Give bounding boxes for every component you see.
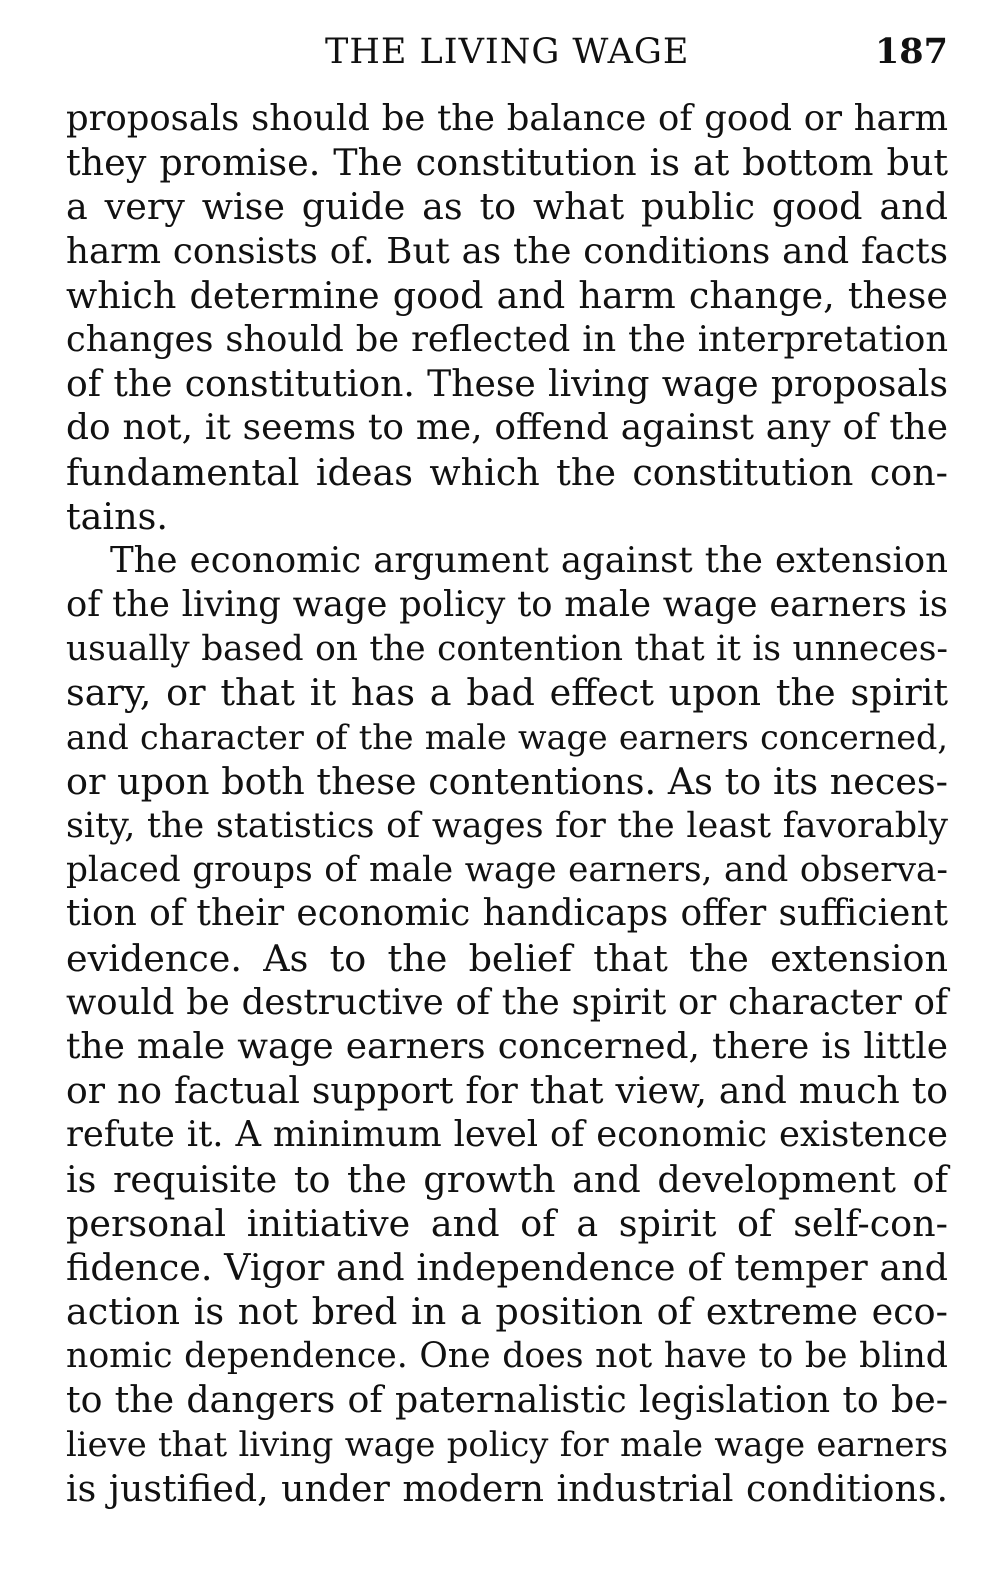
text-line: sity, the statistics of wages for the least favorably xyxy=(66,806,948,846)
text-line: proposals should be the balance of good or harm xyxy=(66,98,948,139)
text-line: nomic dependence. One does not have to be blind xyxy=(66,1336,948,1377)
text-line: would be destructive of the spirit or character of xyxy=(66,981,948,1023)
text-line: fundamental ideas which the constitution con- xyxy=(66,450,948,494)
text-line: tion of their economic handicaps offer sufficient xyxy=(66,893,948,935)
text-line: the male wage earners concerned, there is little xyxy=(66,1025,948,1067)
text-line: or upon both these contentions. As to its neces- xyxy=(66,759,948,803)
text-line: a very wise guide as to what public good and xyxy=(66,185,948,229)
text-line: placed groups of male wage earners, and observa- xyxy=(66,850,948,891)
page-number: 187 xyxy=(874,31,948,72)
text-line: evidence. As to the belief that the extension xyxy=(66,936,948,980)
text-line: of the constitution. These living wage proposals xyxy=(66,362,948,406)
paragraph-1 xyxy=(66,97,948,539)
text-line: is justified, under modern industrial conditions. xyxy=(66,1466,948,1510)
text-line: fidence. Vigor and independence of temper and xyxy=(66,1245,948,1289)
text-line: sary, or that it has a bad effect upon the spirit xyxy=(66,671,948,715)
text-line: do not, it seems to me, offend against any of the xyxy=(66,407,948,449)
text-line: which determine good and harm change, these xyxy=(66,273,948,317)
text-line: tains. xyxy=(66,494,168,538)
text-line: is requisite to the growth and development of xyxy=(66,1157,948,1201)
text-line: to the dangers of paternalistic legislation to be- xyxy=(66,1378,948,1422)
text-line: or no factual support for that view, and much to xyxy=(66,1069,948,1113)
text-line: personal initiative and of a spirit of self-con- xyxy=(66,1201,948,1245)
text-line: usually based on the contention that it is unneces- xyxy=(66,629,948,670)
text-line: lieve that living wage policy for male wage earners xyxy=(66,1424,948,1464)
text-line: changes should be reflected in the interpretation xyxy=(66,318,948,360)
body-text xyxy=(66,97,948,1511)
text-line: refute it. A minimum level of economic existence xyxy=(66,1114,948,1156)
text-line: and character of the male wage earners concerned, xyxy=(66,717,948,757)
text-line: of the living wage policy to male wage earners is xyxy=(66,584,948,626)
running-title: THE LIVING WAGE xyxy=(325,32,690,72)
text-line: The economic argument against the extension xyxy=(110,539,948,581)
text-line: action is not bred in a position of extreme eco- xyxy=(66,1290,948,1334)
text-line: they promise. The constitution is at bottom but xyxy=(66,141,948,185)
paragraph-2 xyxy=(66,539,948,1511)
running-head xyxy=(0,28,1000,76)
text-line: harm consists of. But as the conditions and facts xyxy=(66,230,948,272)
